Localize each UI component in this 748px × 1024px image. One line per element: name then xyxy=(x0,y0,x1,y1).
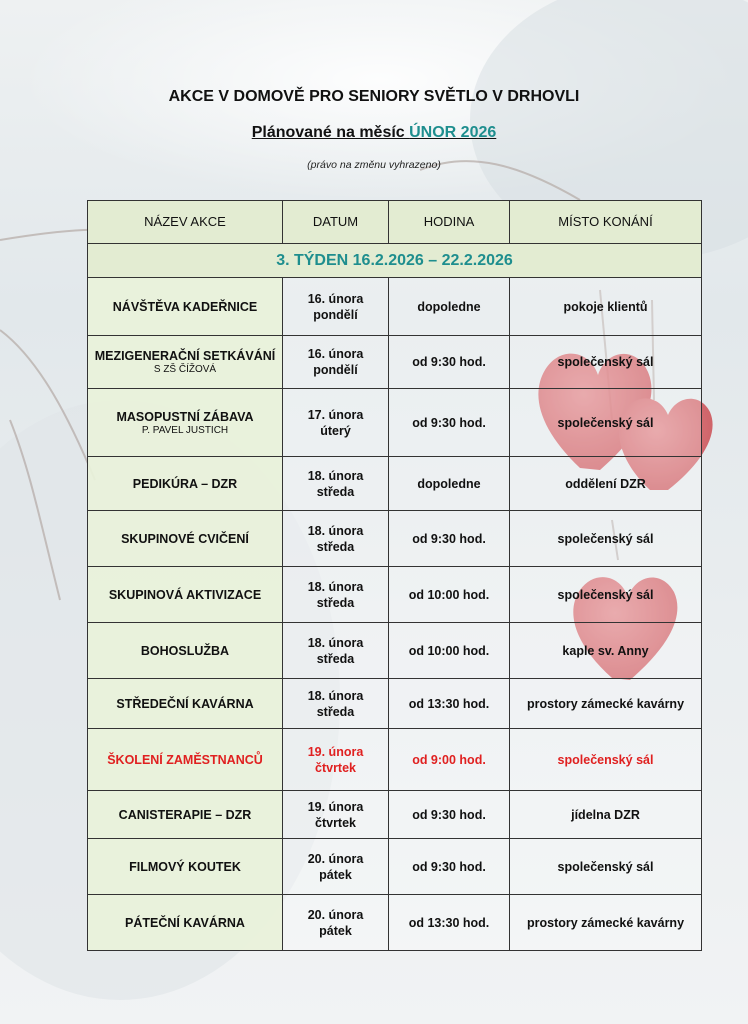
event-name: SKUPINOVÉ CVIČENÍ xyxy=(121,531,249,546)
subtitle-prefix: Plánované na měsíc xyxy=(251,124,410,141)
event-date-cell xyxy=(283,895,389,951)
table-row xyxy=(88,679,702,729)
event-date-cell xyxy=(283,457,389,511)
event-name: MASOPUSTNÍ ZÁBAVA xyxy=(116,409,254,424)
event-name: MEZIGENERAČNÍ SETKÁVÁNÍ xyxy=(94,349,276,363)
event-date: 19. února xyxy=(307,744,364,759)
event-date-cell xyxy=(283,839,389,895)
table-row xyxy=(88,839,702,895)
table-header-row xyxy=(88,201,702,244)
table-row xyxy=(88,389,702,457)
event-weekday: středa xyxy=(316,595,355,610)
event-date: 17. února xyxy=(307,407,364,422)
event-date-cell xyxy=(283,567,389,623)
event-time: od 9:30 hod. xyxy=(389,839,510,895)
week-label: 3. TÝDEN 16.2.2026 – 22.2.2026 xyxy=(88,244,702,278)
event-weekday: pátek xyxy=(319,867,352,882)
event-date: 18. února xyxy=(307,468,364,483)
event-place: společenský sál xyxy=(510,336,702,389)
event-time: od 9:30 hod. xyxy=(389,336,510,389)
event-name: CANISTERAPIE – DZR xyxy=(118,807,252,822)
event-place: jídelna DZR xyxy=(510,791,702,839)
event-name-cell xyxy=(88,791,283,839)
event-weekday: středa xyxy=(316,484,355,499)
event-date: 19. února xyxy=(307,799,364,814)
event-time: od 13:30 hod. xyxy=(389,895,510,951)
event-place: společenský sál xyxy=(510,389,702,457)
event-weekday: pondělí xyxy=(313,363,358,377)
event-name-cell xyxy=(88,839,283,895)
event-weekday: středa xyxy=(316,704,355,719)
event-time: od 9:00 hod. xyxy=(389,729,510,791)
event-date-cell xyxy=(283,511,389,567)
event-name-cell xyxy=(88,389,283,457)
event-name: ŠKOLENÍ ZAMĚSTNANCŮ xyxy=(107,752,263,767)
event-name: NÁVŠTĚVA KADEŘNICE xyxy=(112,299,258,314)
table-row xyxy=(88,791,702,839)
table-row xyxy=(88,336,702,389)
event-place: prostory zámecké kavárny xyxy=(510,679,702,729)
event-date: 16. února xyxy=(307,347,364,361)
column-header-date: DATUM xyxy=(283,201,389,244)
event-name: FILMOVÝ KOUTEK xyxy=(129,859,241,874)
event-date: 18. února xyxy=(307,688,364,703)
events-table xyxy=(87,200,702,951)
event-place: oddělení DZR xyxy=(510,457,702,511)
event-date: 18. února xyxy=(307,523,364,538)
subtitle-month: ÚNOR 2026 xyxy=(409,124,497,141)
event-name-cell xyxy=(88,679,283,729)
event-name: STŘEDEČNÍ KAVÁRNA xyxy=(116,696,254,711)
event-weekday: středa xyxy=(316,539,355,554)
event-date-cell xyxy=(283,729,389,791)
event-place: společenský sál xyxy=(510,839,702,895)
event-name: PEDIKÚRA – DZR xyxy=(132,476,238,491)
event-date-cell xyxy=(283,679,389,729)
event-date: 20. února xyxy=(307,851,364,866)
event-weekday: středa xyxy=(316,651,355,666)
event-name-cell xyxy=(88,511,283,567)
event-guest: S ZŠ ČÍŽOVÁ xyxy=(153,364,217,375)
event-weekday: pátek xyxy=(319,923,352,938)
column-header-name: NÁZEV AKCE xyxy=(88,201,283,244)
event-name-cell xyxy=(88,278,283,336)
event-time: od 9:30 hod. xyxy=(389,791,510,839)
event-date-cell xyxy=(283,278,389,336)
event-name-cell xyxy=(88,457,283,511)
event-place: prostory zámecké kavárny xyxy=(510,895,702,951)
week-row xyxy=(88,244,702,278)
event-date: 18. února xyxy=(307,579,364,594)
column-header-place: MÍSTO KONÁNÍ xyxy=(510,201,702,244)
event-name-cell xyxy=(88,729,283,791)
table-row xyxy=(88,623,702,679)
event-time: dopoledne xyxy=(389,457,510,511)
event-time: od 9:30 hod. xyxy=(389,389,510,457)
event-place: společenský sál xyxy=(510,511,702,567)
event-date-cell xyxy=(283,336,389,389)
event-weekday: pondělí xyxy=(313,307,358,322)
event-weekday: čtvrtek xyxy=(315,760,356,775)
table-row xyxy=(88,278,702,336)
event-place: kaple sv. Anny xyxy=(510,623,702,679)
events-table-body xyxy=(88,244,702,951)
event-date: 20. února xyxy=(307,907,364,922)
event-weekday: čtvrtek xyxy=(315,815,356,830)
event-time: od 13:30 hod. xyxy=(389,679,510,729)
event-date-cell xyxy=(283,389,389,457)
disclaimer-note: (právo na změnu vyhrazeno) xyxy=(307,159,441,171)
event-date: 18. února xyxy=(307,635,364,650)
column-header-time: HODINA xyxy=(389,201,510,244)
table-row xyxy=(88,729,702,791)
event-time: dopoledne xyxy=(389,278,510,336)
event-name: BOHOSLUŽBA xyxy=(140,643,230,658)
event-name-cell xyxy=(88,567,283,623)
table-row xyxy=(88,457,702,511)
event-name: SKUPINOVÁ AKTIVIZACE xyxy=(108,587,262,602)
event-name-cell xyxy=(88,623,283,679)
event-time: od 10:00 hod. xyxy=(389,623,510,679)
page-title: AKCE V DOMOVĚ PRO SENIORY SVĚTLO V DRHOVLI xyxy=(168,88,580,105)
event-place: společenský sál xyxy=(510,567,702,623)
table-row xyxy=(88,895,702,951)
event-name-cell xyxy=(88,895,283,951)
event-time: od 10:00 hod. xyxy=(389,567,510,623)
page-subtitle xyxy=(0,124,748,142)
event-name-cell xyxy=(88,336,283,389)
table-row xyxy=(88,567,702,623)
event-name: PÁTEČNÍ KAVÁRNA xyxy=(125,915,245,930)
event-date: 16. února xyxy=(307,291,364,306)
event-place: společenský sál xyxy=(510,729,702,791)
event-time: od 9:30 hod. xyxy=(389,511,510,567)
event-date-cell xyxy=(283,623,389,679)
event-weekday: úterý xyxy=(320,423,351,438)
event-place: pokoje klientů xyxy=(510,278,702,336)
table-row xyxy=(88,511,702,567)
event-date-cell xyxy=(283,791,389,839)
event-guest: P. PAVEL JUSTICH xyxy=(141,424,229,436)
